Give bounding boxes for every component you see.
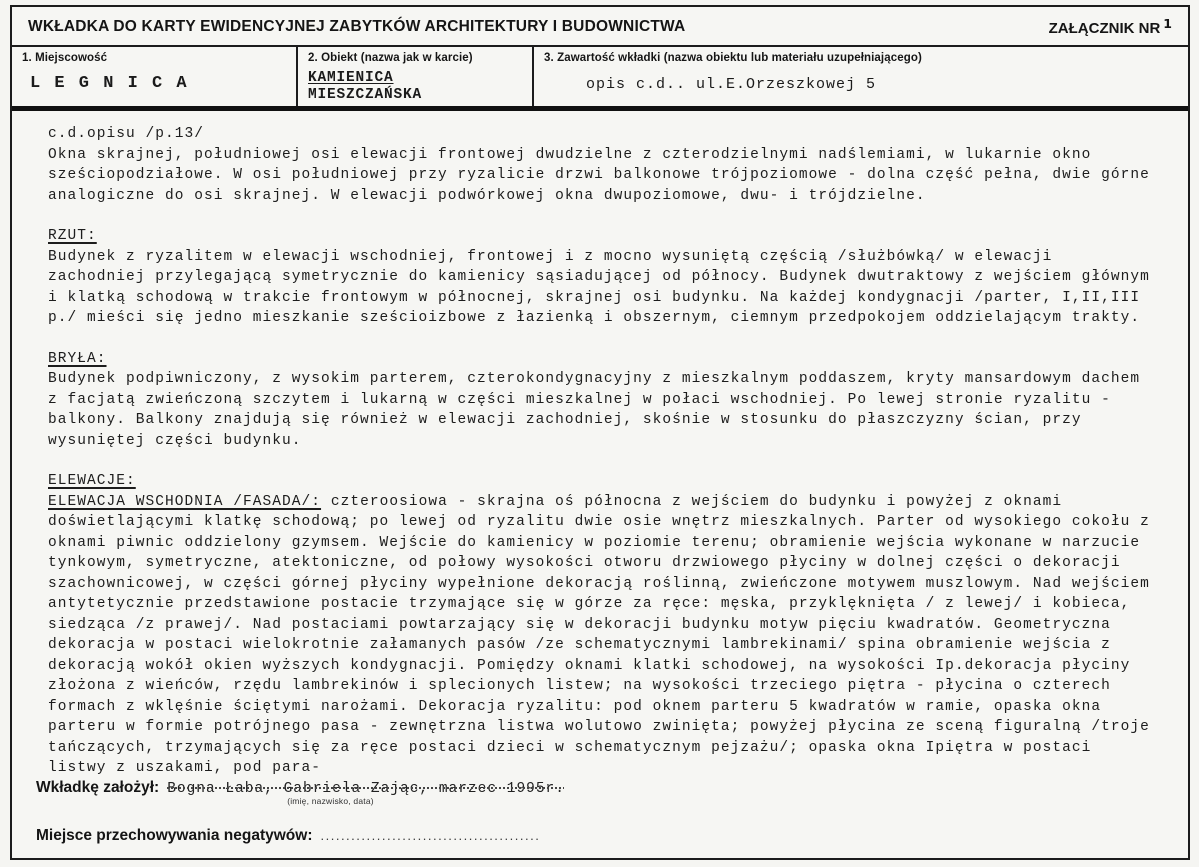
founder-label: Wkładkę założył:: [36, 778, 160, 796]
form-header-row: [12, 47, 1188, 111]
section-heading: RZUT:: [48, 228, 97, 244]
negatives-dotted-line: ...........................................: [320, 827, 541, 843]
attachment-number: 1: [1163, 16, 1172, 31]
text-block: [48, 226, 1158, 329]
field-object-value: [308, 70, 522, 104]
field-contents-label: 3. Zawartość wkładki (nazwa obiektu lub materiału uzupełniającego): [544, 52, 922, 64]
inline-heading: ELEWACJA WSCHODNIA /FASADA/:: [48, 493, 322, 510]
field-locality: [12, 47, 298, 106]
document-footer: [12, 779, 1188, 859]
field-object: [298, 47, 534, 106]
field-object-value-line1: KAMIENICA: [308, 70, 394, 86]
page-title: WKŁADKA DO KARTY EWIDENCYJNEJ ZABYTKÓW ARCHITEKTURY I BUDOWNICTWA: [28, 17, 686, 35]
negatives-row: [36, 827, 1172, 845]
attachment-number-label: [1049, 16, 1172, 37]
attachment-label: ZAŁĄCZNIK NR: [1048, 20, 1161, 37]
field-object-value-line2: MIESZCZAŃSKA: [308, 87, 423, 103]
document-header: [12, 7, 1188, 47]
negatives-label: Miejsce przechowywania negatywów:: [36, 826, 313, 844]
document-page: [10, 5, 1190, 860]
text-block: [48, 124, 1158, 206]
founder-value: Bogna Łaba, Gabriela Zając, marzec 1995r.: [167, 780, 565, 797]
paragraph: ELEWACJA WSCHODNIA /FASADA/: czteroosiowa - skrajna oś północna z wejściem do budynku i powyżej z oknami doświetlającymi klatkę schodową; po lewej od ryzalitu dwie osie wnętrz mieszkalnych. Parter od wysokiego cokołu z oknami piwnic oddzielony gzymsem. Wejście do kamienicy w poziomie terenu; obramienie wejścia wykonane w narzucie tynkowym, symetryczne, atektoniczne, od połowy wysokości otworu drzwiowego płyciny w dolnej części o dekoracji szachownicowej, w części górnej płyciny wypełnione dekoracją roślinną, zwieńczone motywem muszlowym. Nad wejściem antytetycznie przedstawione postacie trzymające się w górze za ręce: męska, przyklęknięta / z lewej/ i kobieca, siedząca /z prawej/. Nad postaciami powtarzający się w dekoracji budynku motyw pięciu kwadratów. Geometryczna dekoracja w postaci wielokrotnie załamanych pasów /ze schematycznymi lambrekinami/ spina obramienie wejścia z dekoracją wokół okien wyższych kondygnacji. Pomiędzy oknami klatki schodowej, na wysokości Ip.dekoracja płyciny złożona z wieńców, rzędu lambrekinów i splecionych listew; na wysokości trzeciego piętra - płycina o czterech formach z wklęśnie ściętymi narożami. Dekoracja ryzalitu: pod oknem parteru 5 kwadratów w ramie, opaska okna parteru w formie potrójnego pasa - zewnętrzna listwa wolutowo zwinięta; powyżej płycina ze sceną figuralną /troje tańczących, trzymających się za ręce postaci dzieci w schematycznym pejzażu/; opaska okna Ipiętra w postaci listwy z uszakami, pod para-: [48, 493, 1150, 776]
text-block: [48, 349, 1158, 452]
field-locality-label: 1. Miejscowość: [22, 52, 108, 64]
signature-line: [167, 779, 565, 806]
field-contents: [534, 47, 1188, 106]
field-object-label: 2. Obiekt (nazwa jak w karcie): [308, 52, 473, 64]
founder-hint: (imię, nazwisko, data): [287, 795, 374, 806]
description-text: [12, 111, 1188, 779]
paragraph: Budynek podpiwniczony, z wysokim parterem, czterokondygnacyjny z mieszkalnym poddaszem, kryty mansardowym dachem z facjatą zwieńczoną szczytem i lukarną w części mieszkalnej w połaci wschodniej. Po lewej stronie ryzalitu - balkony. Balkony znajdują się również w elewacji zachodniej, skośnie w stosunku do płaszczyzny ścian, przy wysuniętej części budynku.: [48, 371, 1141, 449]
text-block: [48, 471, 1158, 779]
section-heading: c.d.opisu /p.13/: [48, 126, 205, 142]
paragraph: Okna skrajnej, południowej osi elewacji frontowej dwudzielne z czterodzielnymi nadślemiami, w lukarnie okno sześciopodziałowe. W osi południowej przy ryzalicie drzwi balkonowe trójpoziomowe - dolna część pełna, dwie górne analogiczne do osi skrajnej. W elewacji podwórkowej okna dwupoziomowe, dwu- i trójdzielne.: [48, 146, 1150, 204]
founder-row: [36, 778, 1172, 806]
field-contents-value: opis c.d.. ul.E.Orzeszkowej 5: [586, 76, 877, 93]
field-locality-value: L E G N I C A: [30, 74, 189, 93]
section-heading: BRYŁA:: [48, 350, 107, 367]
paragraph: Budynek z ryzalitem w elewacji wschodniej, frontowej i z mocno wysuniętą częścią /służbówką/ w elewacji zachodniej przylegającą symetrycznie do kamienicy sąsiadującej od północy. Budynek dwutraktowy z wejściem głównym i klatką schodową w trakcie frontowym w północnej, skrajnej osi budynku. Na każdej kondygnacji /parter, I,II,III p./ mieści się jedno mieszkanie sześcioizbowe z łazienką i obszernym, ciemnym przedpokojem oddzielającym trakty.: [48, 248, 1150, 326]
section-heading: ELEWACJE:: [48, 473, 136, 489]
